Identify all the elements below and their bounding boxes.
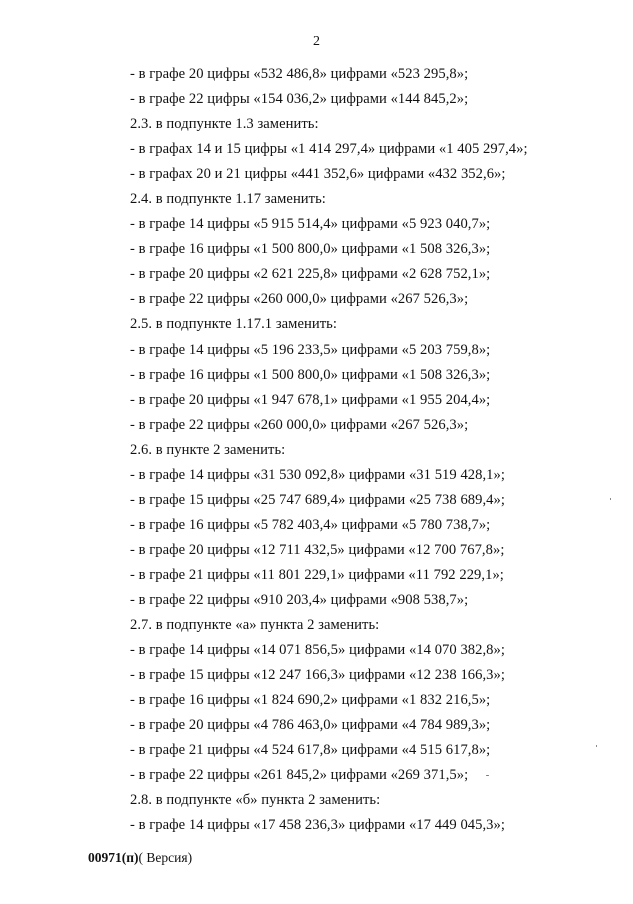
document-line: - в графе 16 цифры «5 782 403,4» цифрами «5 780 738,7»;: [130, 516, 491, 533]
document-line: - в графе 20 цифры «4 786 463,0» цифрами «4 784 989,3»;: [130, 717, 491, 734]
document-line: 2.3. в подпункте 1.3 заменить:: [130, 116, 319, 133]
page-number: 2: [313, 34, 320, 49]
document-line: - в графе 20 цифры «532 486,8» цифрами «523 295,8»;: [130, 66, 469, 82]
document-line: - в графе 20 цифры «12 711 432,5» цифрами «12 700 767,8»;: [130, 541, 505, 558]
document-line: - в графе 16 цифры «1 824 690,2» цифрами «1 832 216,5»;: [130, 692, 491, 709]
document-line: - в графе 20 цифры «1 947 678,1» цифрами «1 955 204,4»;: [130, 391, 491, 408]
document-line: - в графе 16 цифры «1 500 800,0» цифрами «1 508 326,3»;: [130, 241, 491, 258]
document-line: 2.8. в подпункте «б» пункта 2 заменить:: [130, 792, 381, 809]
document-line: - в графе 14 цифры «5 196 233,5» цифрами «5 203 759,8»;: [130, 341, 491, 358]
document-line: - в графах 14 и 15 цифры «1 414 297,4» цифрами «1 405 297,4»;: [130, 141, 528, 158]
amendment-list: [130, 64, 625, 840]
document-version: ( Версия): [138, 850, 193, 865]
document-line: - в графе 22 цифры «910 203,4» цифрами «908 538,7»;: [130, 591, 469, 608]
document-line: 2.6. в пункте 2 заменить:: [130, 441, 286, 458]
scan-speck: [596, 745, 597, 747]
document-line: - в графе 21 цифры «4 524 617,8» цифрами «4 515 617,8»;: [130, 742, 491, 759]
document-line: - в графе 21 цифры «11 801 229,1» цифрами «11 792 229,1»;: [130, 566, 504, 583]
document-line: 2.4. в подпункте 1.17 заменить:: [130, 191, 326, 208]
document-line: - в графе 15 цифры «12 247 166,3» цифрами «12 238 166,3»;: [130, 667, 505, 684]
document-line: - в графе 16 цифры «1 500 800,0» цифрами «1 508 326,3»;: [130, 366, 491, 383]
document-line: - в графе 22 цифры «261 845,2» цифрами «269 371,5»;: [130, 767, 469, 784]
document-line: - в графе 14 цифры «5 915 514,4» цифрами «5 923 040,7»;: [130, 216, 491, 233]
document-code: 00971(п): [88, 850, 139, 865]
document-line: - в графе 22 цифры «154 036,2» цифрами «144 845,2»;: [130, 91, 469, 108]
document-line: - в графах 20 и 21 цифры «441 352,6» цифрами «432 352,6»;: [130, 166, 506, 183]
document-line: - в графе 14 цифры «31 530 092,8» цифрами «31 519 428,1»;: [130, 466, 505, 483]
document-line: - в графе 22 цифры «260 000,0» цифрами «267 526,3»;: [130, 291, 469, 308]
scan-speck: [486, 775, 489, 776]
scan-speck: [610, 498, 611, 500]
document-line: - в графе 15 цифры «25 747 689,4» цифрами «25 738 689,4»;: [130, 491, 505, 508]
document-line: - в графе 22 цифры «260 000,0» цифрами «267 526,3»;: [130, 416, 469, 433]
document-line: - в графе 14 цифры «14 071 856,5» цифрами «14 070 382,8»;: [130, 642, 505, 659]
document-line: - в графе 14 цифры «17 458 236,3» цифрами «17 449 045,3»;: [130, 817, 505, 834]
document-line: 2.5. в подпункте 1.17.1 заменить:: [130, 316, 337, 333]
document-line: - в графе 20 цифры «2 621 225,8» цифрами «2 628 752,1»;: [130, 266, 491, 283]
document-line: 2.7. в подпункте «а» пункта 2 заменить:: [130, 617, 380, 634]
document-footer: [88, 850, 192, 866]
